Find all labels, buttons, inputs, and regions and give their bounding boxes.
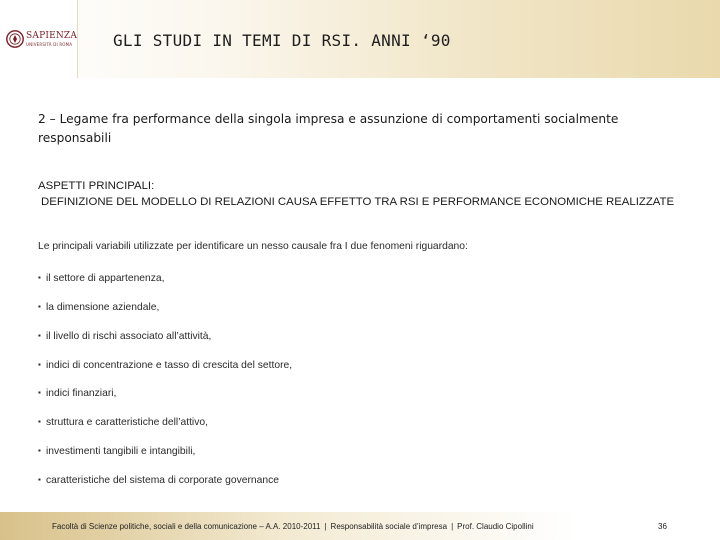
slide-header [0,0,720,78]
aspects-heading: ASPETTI PRINCIPALI: [38,180,155,192]
footer-separator: | [451,522,454,531]
logo-wordmark: SAPIENZA [26,31,78,41]
slide-title: GLI STUDI IN TEMI DI RSI. ANNI ‘90 [113,31,451,50]
footer-info [52,522,534,531]
bullet-icon: ▪ [38,273,41,282]
list-item: ▪ struttura e caratteristiche dell’attivo, [38,410,292,439]
bullet-icon: ▪ [38,359,41,369]
slide-footer [0,512,720,540]
variables-intro: Le principali variabili utilizzate per identificare un nesso causale fra I due fenomeni riguardano: [38,241,468,252]
list-item: ▪ caratteristiche del sistema di corporate governance [38,468,292,497]
footer-course: Responsabilità sociale d’impresa [330,522,448,531]
list-item: ▪ la dimensione aziendale, [38,295,292,324]
footer-separator: | [324,522,327,531]
bullet-icon: ▪ [38,330,41,340]
list-item: ▪ investimenti tangibili e intangibili, [38,439,292,468]
bullet-icon: ▪ [38,446,41,456]
list-item: ▪ indici finanziari, [38,381,292,410]
aspects-definition: DEFINIZIONE DEL MODELLO DI RELAZIONI CAUSA EFFETTO TRA RSI E PERFORMANCE ECONOMICHE REALIZZATE [41,196,675,208]
bullet-icon: ▪ [38,474,41,484]
footer-professor: Prof. Claudio Cipollini [457,522,534,531]
section-subtitle: 2 – Legame fra performance della singola impresa e assunzione di comportamenti socialmente responsabili [38,112,619,145]
list-item: ▪ indici di concentrazione e tasso di crescita del settore, [38,353,292,382]
logo-subtitle: UNIVERSITÀ DI ROMA [26,42,73,47]
page-number: 36 [658,522,667,531]
list-item: ▪ il livello di rischi associato all’attività, [38,324,292,353]
university-logo [0,0,78,78]
bullet-icon: ▪ [38,417,41,427]
bullet-icon: ▪ [38,301,41,311]
bullet-icon: ▪ [38,388,41,398]
list-item: ▪ il settore di appartenenza, [38,266,292,295]
university-seal-icon [6,30,24,48]
variables-list [38,266,292,497]
footer-faculty: Facoltà di Scienze politiche, sociali e della comunicazione – A.A. 2010-2011 [52,522,321,531]
main-aspects [38,178,698,210]
